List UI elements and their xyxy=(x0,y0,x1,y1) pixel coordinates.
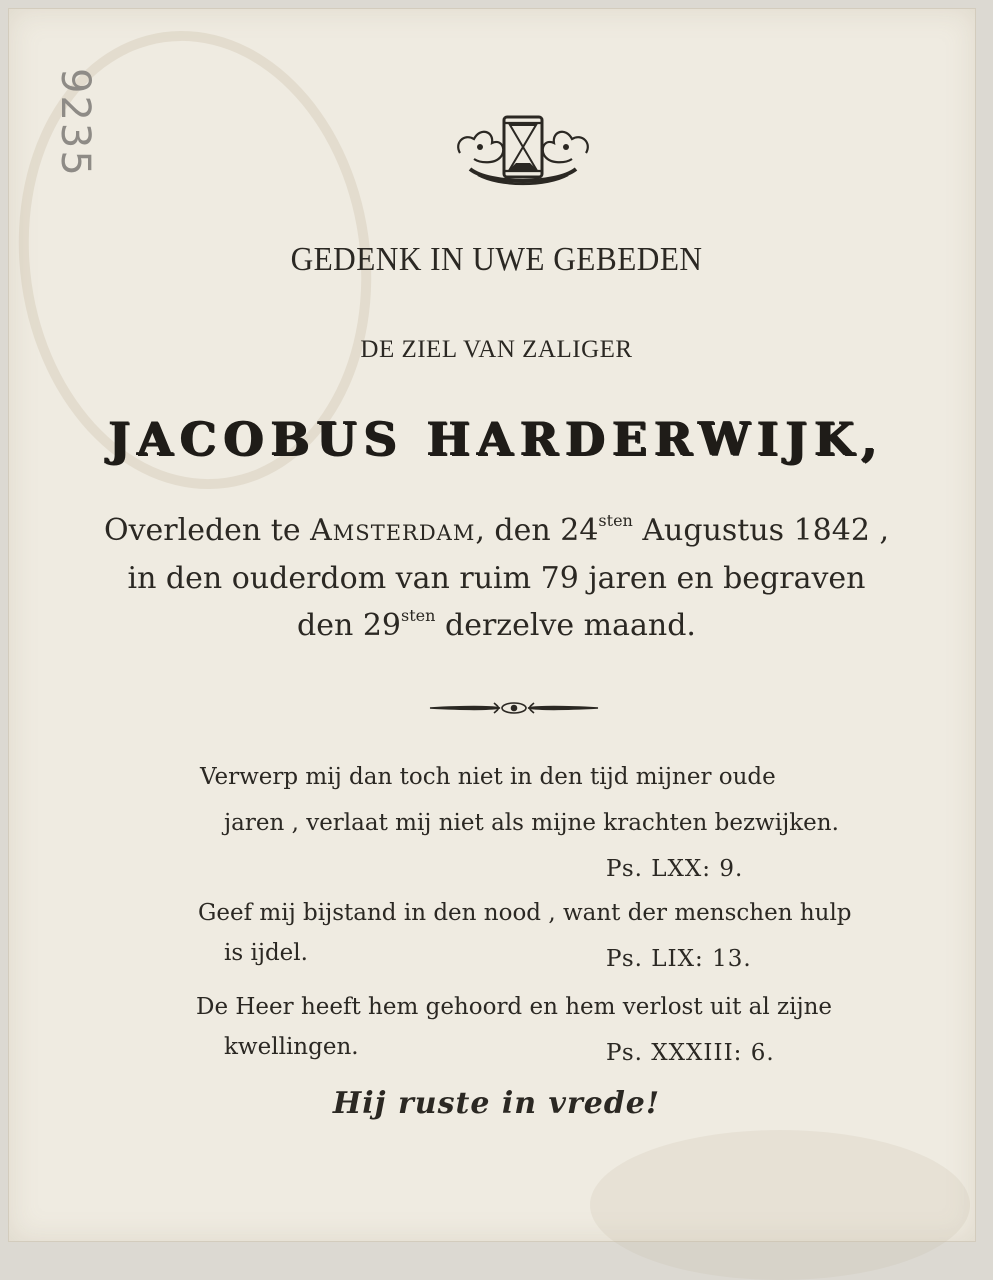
deceased-name: JACOBUS HARDERWIJK, xyxy=(108,412,885,466)
text: , den 24 xyxy=(475,513,599,548)
verse-1-line-1: Verwerp mij dan toch niet in den tijd mijner oude xyxy=(200,764,776,790)
heading: GEDENK IN UWE GEBEDEN xyxy=(290,241,703,278)
hourglass-emblem-icon xyxy=(450,113,596,193)
handwritten-inventory-number: 9235 xyxy=(52,68,98,178)
death-notice-line-2: in den ouderdom van ruim 79 jaren en begraven xyxy=(127,561,866,596)
closing-blessing: Hij ruste in vrede! xyxy=(332,1086,661,1121)
verse-3-line-2: kwellingen. xyxy=(224,1034,359,1060)
text: den 29 xyxy=(297,608,402,643)
verse-2-line-1: Geef mij bijstand in den nood , want der menschen hulp xyxy=(198,900,852,926)
verse-2-reference: Ps. LIX: 13. xyxy=(606,946,752,972)
verse-3-line-1: De Heer heeft hem gehoord en hem verlost uit al zijne xyxy=(196,994,833,1020)
ordinal-suffix: sten xyxy=(401,606,436,625)
ordinal-suffix: sten xyxy=(598,511,633,530)
verse-1-line-2: jaren , verlaat mij niet als mijne krachten bezwijken. xyxy=(224,810,839,836)
verse-1-reference: Ps. LXX: 9. xyxy=(606,856,744,882)
verse-3-reference: Ps. XXXIII: 6. xyxy=(606,1040,775,1066)
place-name: Amsterdam xyxy=(310,513,476,548)
ornamental-divider-icon xyxy=(428,700,600,716)
subheading: DE ZIEL VAN ZALIGER xyxy=(360,336,633,363)
text: Overleden te xyxy=(103,513,301,548)
death-notice-line-3 xyxy=(0,608,993,643)
text: derzelve maand. xyxy=(435,608,696,643)
text: Augustus 1842 , xyxy=(632,513,890,548)
verse-2-line-2: is ijdel. xyxy=(224,940,308,966)
death-notice-line-1 xyxy=(0,513,993,548)
